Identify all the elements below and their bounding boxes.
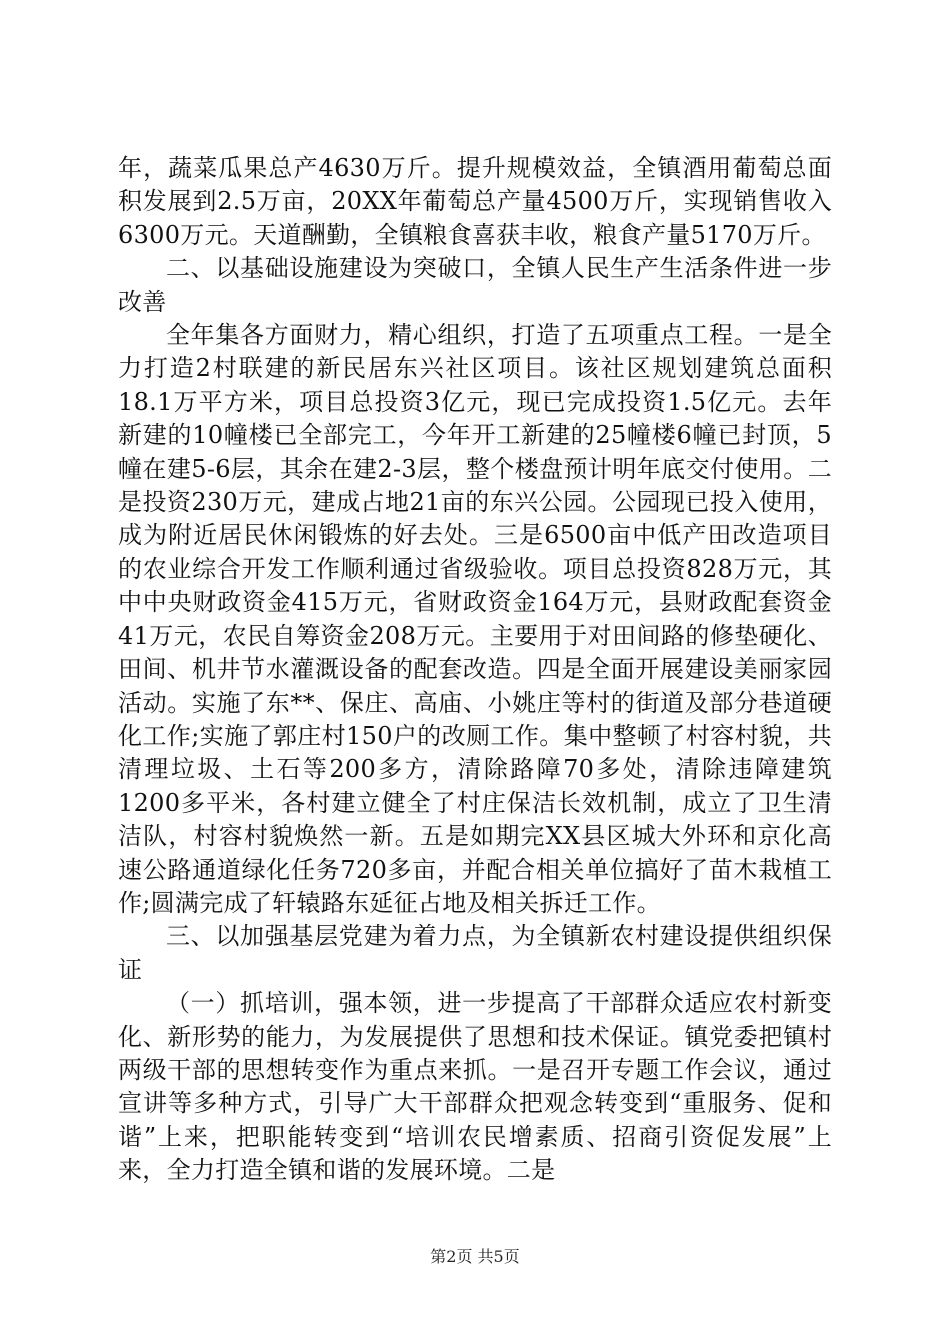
page-footer: 第2页 共5页 (430, 1247, 520, 1266)
paragraph-1: 年，蔬菜瓜果总产4630万斤。提升规模效益，全镇酒用葡萄总面积发展到2.5万亩，20XX年葡萄总产量4500万斤，实现销售收入6300万元。天道酬勤，全镇粮食喜获丰收，粮食产量5170万斤。 (118, 154, 832, 249)
document-body (118, 152, 832, 1188)
paragraph-3: （一）抓培训，强本领，进一步提高了干部群众适应农村新变化、新形势的能力，为发展提供了思想和技术保证。镇党委把镇村两级干部的思想转变作为重点来抓。一是召开专题工作会议，通过宣讲等多种方式，引导广大干部群众把观念转变到“重服务、促和谐”上来，把职能转变到“培训农民增素质、招商引资促发展”上来，全力打造全镇和谐的发展环境。二是 (118, 989, 832, 1185)
paragraph-2: 全年集各方面财力，精心组织，打造了五项重点工程。一是全力打造2村联建的新民居东兴社区项目。该社区规划建筑总面积18.1万平方米，项目总投资3亿元，现已完成投资1.5亿元。去年新建的10幢楼已全部完工，今年开工新建的25幢楼6幢已封顶，5幢在建5-6层，其余在建2-3层，整个楼盘预计明年底交付使用。二是投资230万元，建成占地21亩的东兴公园。公园现已投入使用，成为附近居民休闲锻炼的好去处。三是6500亩中低产田改造项目的农业综合开发工作顺利通过省级验收。项目总投资828万元，其中中央财政资金415万元，省财政资金164万元，县财政配套资金41万元，农民自筹资金208万元。主要用于对田间路的修垫硬化、田间、机井节水灌溉设备的配套改造。四是全面开展建设美丽家园活动。实施了东**、保庄、高庙、小姚庄等村的街道及部分巷道硬化工作;实施了郭庄村150户的改厕工作。集中整顿了村容村貌，共清理垃圾、土石等200多方，清除路障70多处，清除违障建筑1200多平米，各村建立健全了村庄保洁长效机制，成立了卫生清洁队，村容村貌焕然一新。五是如期完XX县区城大外环和京化高速公路通道绿化任务720多亩，并配合相关单位搞好了苗木栽植工作;圆满完成了轩辕路东延征占地及相关拆迁工作。 (118, 321, 832, 917)
section-heading-3: 三、以加强基层党建为着力点，为全镇新农村建设提供组织保证 (118, 922, 832, 984)
section-heading-2: 二、以基础设施建设为突破口，全镇人民生产生活条件进一步改善 (118, 254, 832, 316)
